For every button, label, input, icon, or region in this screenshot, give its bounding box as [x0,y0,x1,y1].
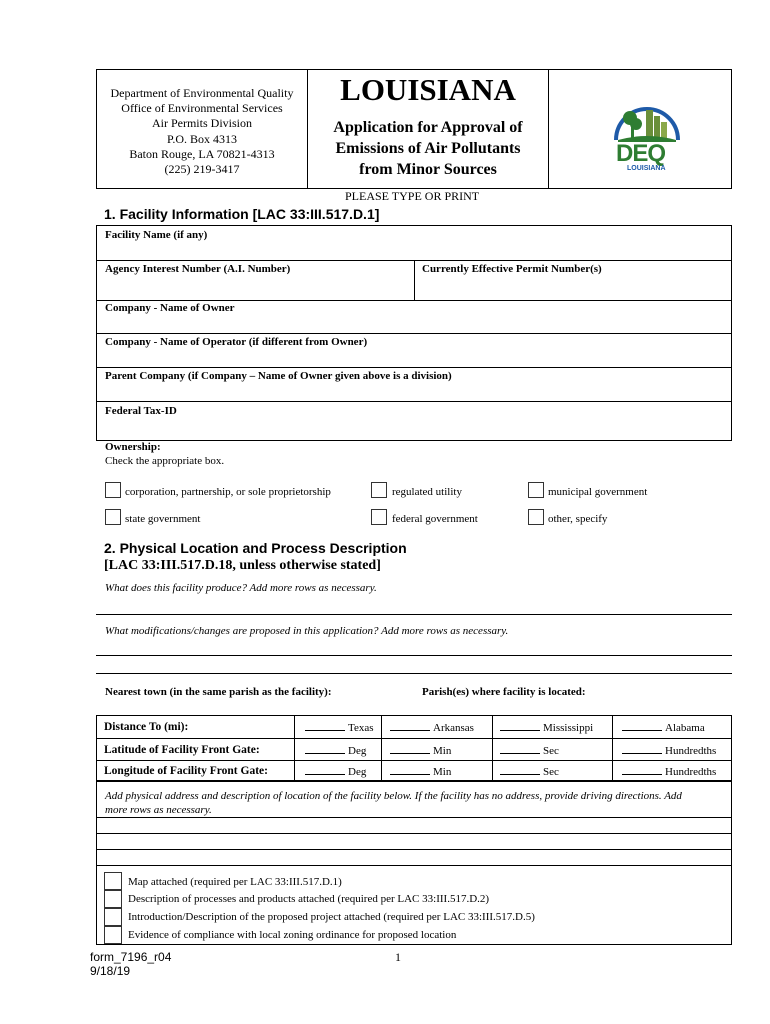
ownership-option-label: other, specify [548,513,608,525]
agency-line: P.O. Box 4313 [166,131,237,146]
operator-field[interactable] [100,350,728,365]
address-row[interactable] [100,818,728,832]
table-cell[interactable]: Min [390,764,451,778]
ownership-checkbox-corporation[interactable] [105,482,121,498]
form-title [308,117,548,180]
address-row[interactable] [100,834,728,848]
ownership-checkbox-utility[interactable] [371,482,387,498]
attachment-checkbox-project[interactable] [104,908,122,926]
permit-numbers-label: Currently Effective Permit Number(s) [422,263,602,275]
table-cell[interactable]: Min [390,743,451,757]
section2-subheading: [LAC 33:III.517.D.18, unless otherwise stated] [104,558,381,573]
attachment-label: Map attached (required per LAC 33:III.517.D.1) [128,876,342,888]
agency-line: Air Permits Division [151,116,252,131]
owner-field[interactable] [100,316,728,331]
table-cell[interactable]: Deg [305,743,366,757]
ownership-checkbox-federal[interactable] [371,509,387,525]
agency-line: Department of Environmental Quality [110,86,294,100]
page-number: 1 [395,950,401,964]
form-title-line: Emissions of Air Pollutants [335,140,521,157]
parent-company-field[interactable] [100,384,728,399]
table-cell[interactable]: Deg [305,764,366,778]
attachment-label: Description of processes and products attached (required per LAC 33:III.517.D.2) [128,893,490,905]
section1-heading: 1. Facility Information [LAC 33:III.517.D.1] [104,206,380,222]
table-cell[interactable]: Mississippi [500,720,593,734]
produce-field[interactable] [100,598,728,613]
table-cell[interactable]: Arkansas [390,720,474,734]
form-date: 9/18/19 [90,964,131,978]
ownership-instruction: Check the appropriate box. [105,455,225,467]
modifications-question: What modifications/changes are proposed in this application? Add more rows as necessary. [105,625,509,637]
address-instruction: Add physical address and description of location of the facility below. If the facility has no address, provide driving directions. Add more rows as necessary. [105,790,682,816]
permit-numbers-field[interactable] [418,278,728,298]
section2-heading: 2. Physical Location and Process Description [104,540,407,556]
logo-text: DEQ [616,140,666,167]
table-row-label: Longitude of Facility Front Gate: [104,765,268,777]
agency-interest-label: Agency Interest Number (A.I. Number) [105,263,291,275]
form-title-line: Application for Approval of [333,119,523,136]
operator-label: Company - Name of Operator (if different from Owner) [105,336,368,348]
table-cell[interactable]: Hundredths [622,743,716,757]
ownership-checkbox-municipal[interactable] [528,482,544,498]
table-cell[interactable]: Hundredths [622,764,716,778]
tax-id-field[interactable] [100,420,728,439]
attachment-label: Introduction/Description of the proposed project attached (required per LAC 33:III.517.D.5) [128,911,535,923]
attachment-checkbox-processes[interactable] [104,890,122,908]
nearest-town-label: Nearest town (in the same parish as the facility): [105,686,332,698]
address-row[interactable] [100,850,728,864]
ownership-checkbox-other[interactable] [528,509,544,525]
deq-logo [610,96,684,174]
parish-label: Parish(es) where facility is located: [422,686,586,698]
ownership-option-label: municipal government [548,486,648,498]
form-title-line: from Minor Sources [359,161,497,178]
table-cell[interactable]: Sec [500,743,559,757]
table-cell[interactable]: Sec [500,764,559,778]
owner-label: Company - Name of Owner [105,302,235,314]
type-or-print: PLEASE TYPE OR PRINT [345,189,480,203]
logo-subtext: LOUISIANA [627,165,666,172]
table-row-label: Distance To (mi): [104,721,189,733]
parent-company-label: Parent Company (if Company – Name of Owner given above is a division) [105,370,452,382]
tax-id-label: Federal Tax-ID [105,405,177,417]
ownership-checkbox-state[interactable] [105,509,121,525]
table-row-label: Latitude of Facility Front Gate: [104,744,260,756]
ownership-option-label: federal government [392,513,478,525]
ownership-option-label: regulated utility [392,486,462,498]
form-id: form_7196_r04 [90,950,172,964]
ownership-option-label: state government [125,513,201,525]
agency-line: Office of Environmental Services [121,101,283,116]
attachment-label: Evidence of compliance with local zoning ordinance for proposed location [128,929,457,941]
table-cell[interactable]: Texas [305,720,374,734]
attachment-checkbox-zoning[interactable] [104,926,122,944]
agency-address [97,86,307,177]
agency-interest-field[interactable] [100,278,410,298]
facility-name-label: Facility Name (if any) [105,229,208,241]
facility-name-field[interactable] [100,243,728,258]
ownership-label: Ownership: [105,441,161,453]
table-cell[interactable]: Alabama [622,720,705,734]
modifications-field[interactable] [100,639,728,654]
state-title: LOUISIANA [340,72,516,107]
attachment-checkbox-map[interactable] [104,872,122,890]
agency-line: Baton Rouge, LA 70821-4313 [129,146,275,161]
agency-line: (225) 219-3417 [164,162,240,177]
ownership-option-label: corporation, partnership, or sole proprietorship [125,486,331,498]
produce-question: What does this facility produce? Add more rows as necessary. [105,582,377,594]
